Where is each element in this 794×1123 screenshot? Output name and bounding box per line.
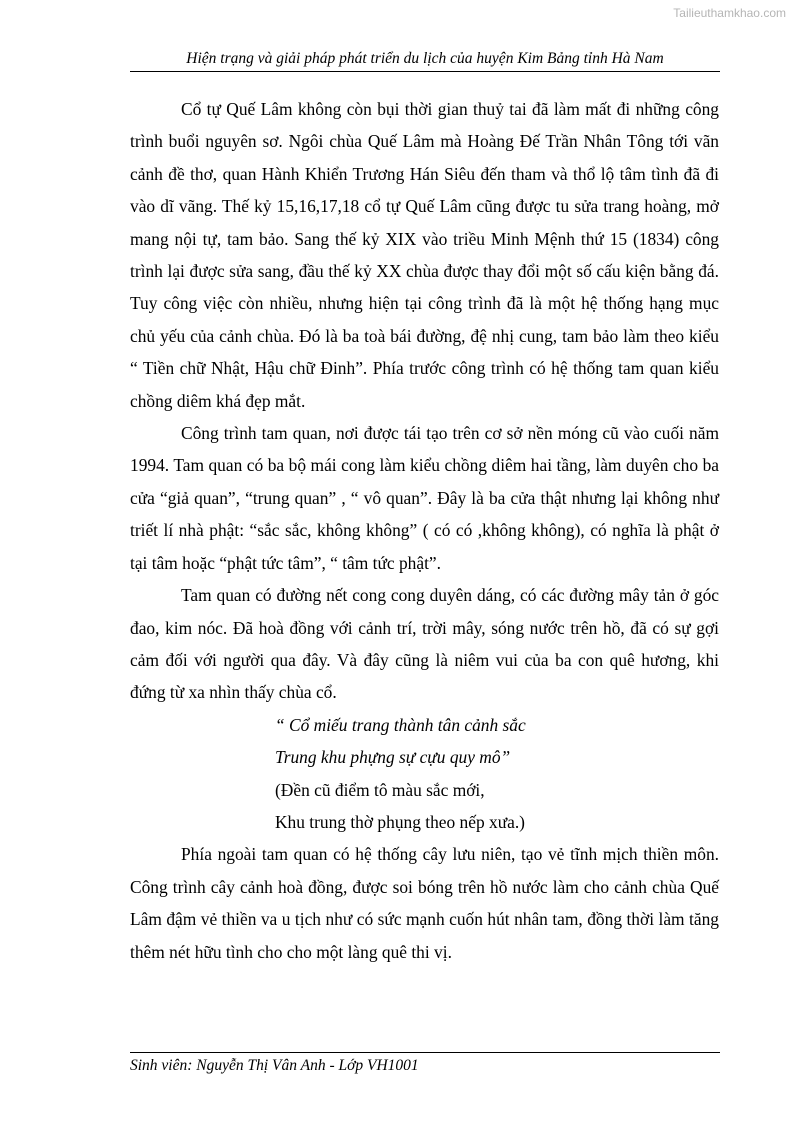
header-divider xyxy=(130,71,720,72)
paragraph: Phía ngoài tam quan có hệ thống cây lưu niên, tạo vẻ tĩnh mịch thiền môn. Công trình cây cảnh hoà đồng, được soi bóng trên hồ nước làm cho cảnh chùa Quế Lâm đậm vẻ thiền va u tịch như có sức mạnh cuốn hút nhân tam, đồng thời làm tăng thêm nét hữu tình cho cho một làng quê thi vị. xyxy=(130,844,719,962)
poem-line: Trung khu phựng sự cựu quy mô” xyxy=(275,747,511,768)
poem-translation-line: (Đền cũ điểm tô màu sắc mới, xyxy=(275,779,485,800)
poem-translation-line: Khu trung thờ phụng theo nếp xưa.) xyxy=(275,811,525,832)
document-body xyxy=(130,93,719,968)
footer-divider xyxy=(130,1052,720,1053)
poem-line: “ Cổ miếu trang thành tân cảnh sắc xyxy=(275,714,526,735)
page-header-title: Hiện trạng và giải pháp phát triển du lịch của huyện Kim Bảng tỉnh Hà Nam xyxy=(186,50,664,67)
page-footer-author: Sinh viên: Nguyễn Thị Vân Anh - Lớp VH1001 xyxy=(130,1057,419,1074)
paragraph: Công trình tam quan, nơi được tái tạo trên cơ sở nền móng cũ vào cuối năm 1994. Tam quan có ba bộ mái cong làm kiểu chồng diêm hai tầng, làm duyên cho ba cửa “giả quan”, “trung quan” , “ vô quan”. Đây là ba cửa thật nhưng lại không như triết lí nhà phật: “sắc sắc, không không” ( có có ,không không), có nghĩa là phật ở tại tâm hoặc “phật tức tâm”, “ tâm tức phật”. xyxy=(130,423,719,573)
paragraph: Tam quan có đường nết cong cong duyên dáng, có các đường mây tản ở góc đao, kim nóc. Đã hoà đồng với cảnh trí, trời mây, sóng nước trên hồ, đã có sự gợi cảm đối với người qua đây. Và đây cũng là niêm vui của ba con quê hương, khi đứng từ xa nhìn thấy chùa cổ. xyxy=(130,585,719,703)
paragraph: Cổ tự Quế Lâm không còn bụi thời gian thuỷ tai đã làm mất đi những công trình buổi nguyên sơ. Ngôi chùa Quế Lâm mà Hoàng Đế Trần Nhân Tông tới vãn cảnh đề thơ, quan Hành Khiển Trương Hán Siêu đến tham và thổ lộ tâm tình đã đi vào dĩ vãng. Thế kỷ 15,16,17,18 cổ tự Quế Lâm cũng được tu sửa trang hoàng, mở mang nội tự, tam bảo. Sang thế kỷ XIX vào triều Minh Mệnh thứ 15 (1834) công trình lại được sửa sang, đầu thế kỷ XX chùa được thay đổi một số cấu kiện bằng đá. Tuy công việc còn nhiều, nhưng hiện tại công trình đã là một hệ thống hạng mục chủ yếu của cảnh chùa. Đó là ba toà bái đường, đệ nhị cung, tam bảo làm theo kiểu “ Tiền chữ Nhật, Hậu chữ Đinh”. Phía trước công trình có hệ thống tam quan kiểu chồng diêm khá đẹp mắt. xyxy=(130,99,719,411)
watermark: Tailieuthamkhao.com xyxy=(673,6,786,20)
poem-block xyxy=(130,709,719,839)
